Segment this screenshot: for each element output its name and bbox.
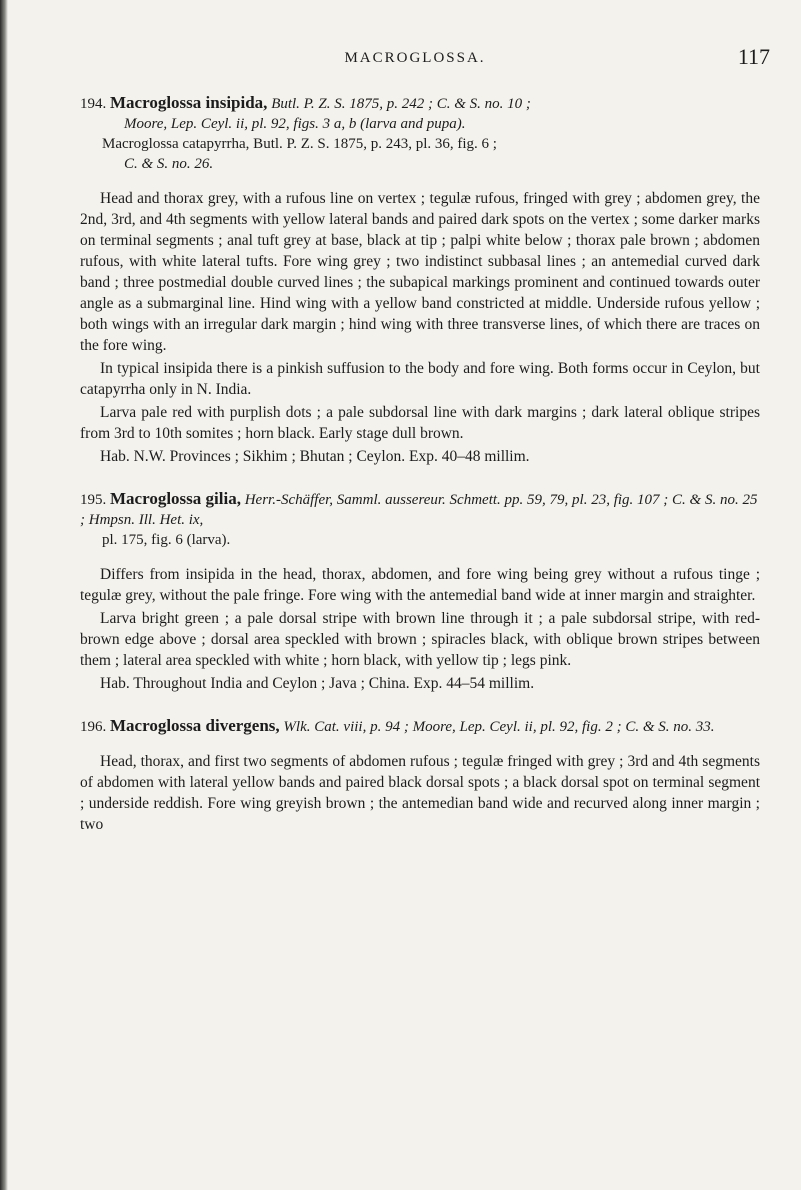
reference-line: pl. 175, fig. 6 (larva). [102,532,231,548]
species-name: Macroglossa gilia, [110,489,241,508]
reference-line: Herr.-Schäffer, Samml. aussereur. Schmett. pp. 59, 79, pl. 23, fig. 107 ; C. & S. no. 25 ; Hmpsn. Ill. Het. ix, [80,492,758,528]
species-name: Macroglossa insipida, [110,93,268,112]
page-binding-edge [0,0,8,1190]
reference-line: Moore, Lep. Ceyl. ii, pl. 92, figs. 3 a, b (larva and pupa). [124,116,466,132]
entry-number: 195. [80,492,107,508]
reference-line: Macroglossa catapyrrha, Butl. P. Z. S. 1875, p. 243, pl. 36, fig. 6 ; [102,136,497,152]
larva-paragraph: Larva pale red with purplish dots ; a pale subdorsal line with dark margins ; dark lateral oblique stripes from 3rd to 10th somites ; horn black. Early stage dull brown. [80,404,760,442]
larva-paragraph: Larva bright green ; a pale dorsal stripe with brown line through it ; a pale subdorsal stripe, with red-brown edge above ; dorsal area speckled with brown ; spiracles black, with oblique brown stripes between them ; lateral area speckled with white ; horn black, with yellow tip ; legs pink. [80,610,760,669]
reference-line: C. & S. no. 26. [124,156,214,172]
entry-number: 194. [80,96,107,112]
description-paragraph: Head, thorax, and first two segments of abdomen rufous ; tegulæ fringed with grey ; 3rd and 4th segments of abdomen with lateral yellow bands and paired black dorsal spots ; a black dorsal spot on terminal segment ; underside reddish. Fore wing greyish brown ; the antemedian band wide and recurved along inner margin ; two [80,753,760,833]
habitat-paragraph: Hab. N.W. Provinces ; Sikhim ; Bhutan ; Ceylon. Exp. 40–48 millim. [100,448,530,465]
description-paragraph: Differs from insipida in the head, thorax, abdomen, and fore wing being grey without a rufous tinge ; tegulæ grey, without the pale fringe. Fore wing with the antemedial band wide at inner margin and straighter. [80,566,760,604]
habitat-paragraph: Hab. Throughout India and Ceylon ; Java ; China. Exp. 44–54 millim. [100,675,535,692]
reference-line: Wlk. Cat. viii, p. 94 ; Moore, Lep. Ceyl. ii, pl. 92, fig. 2 ; C. & S. no. 33. [283,719,715,735]
description-paragraph: In typical insipida there is a pinkish suffusion to the body and fore wing. Both forms occur in Ceylon, but catapyrrha only in N. India. [80,360,760,398]
species-entry-194 [80,93,760,467]
page-header [60,44,770,74]
description-paragraph: Head and thorax grey, with a rufous line on vertex ; tegulæ rufous, fringed with grey ; abdomen grey, the 2nd, 3rd, and 4th segments with yellow lateral bands and paired dark spots on the vertex ; some darker marks on terminal segments ; anal tuft grey at base, black at tip ; palpi white below ; thorax pale brown ; abdomen rufous, with white lateral tufts. Fore wing grey ; two indistinct subbasal lines ; an antemedial curved dark band ; three postmedial double curved lines ; the subapical markings prominent and continued towards outer angle as a submarginal line. Hind wing with a yellow band constricted at middle. Underside rufous yellow ; both wings with an irregular dark margin ; hind wing with three transverse lines, of which there are traces on the fore wing. [80,190,760,354]
reference-line: Butl. P. Z. S. 1875, p. 242 ; C. & S. no. 10 ; [271,96,531,112]
species-entry-195 [80,489,760,694]
species-name: Macroglossa divergens, [110,716,280,735]
entry-number: 196. [80,719,107,735]
page-number: 117 [737,44,770,69]
page-content [80,93,760,857]
running-title: MACROGLOSSA. [344,50,486,66]
species-entry-196 [80,716,760,835]
